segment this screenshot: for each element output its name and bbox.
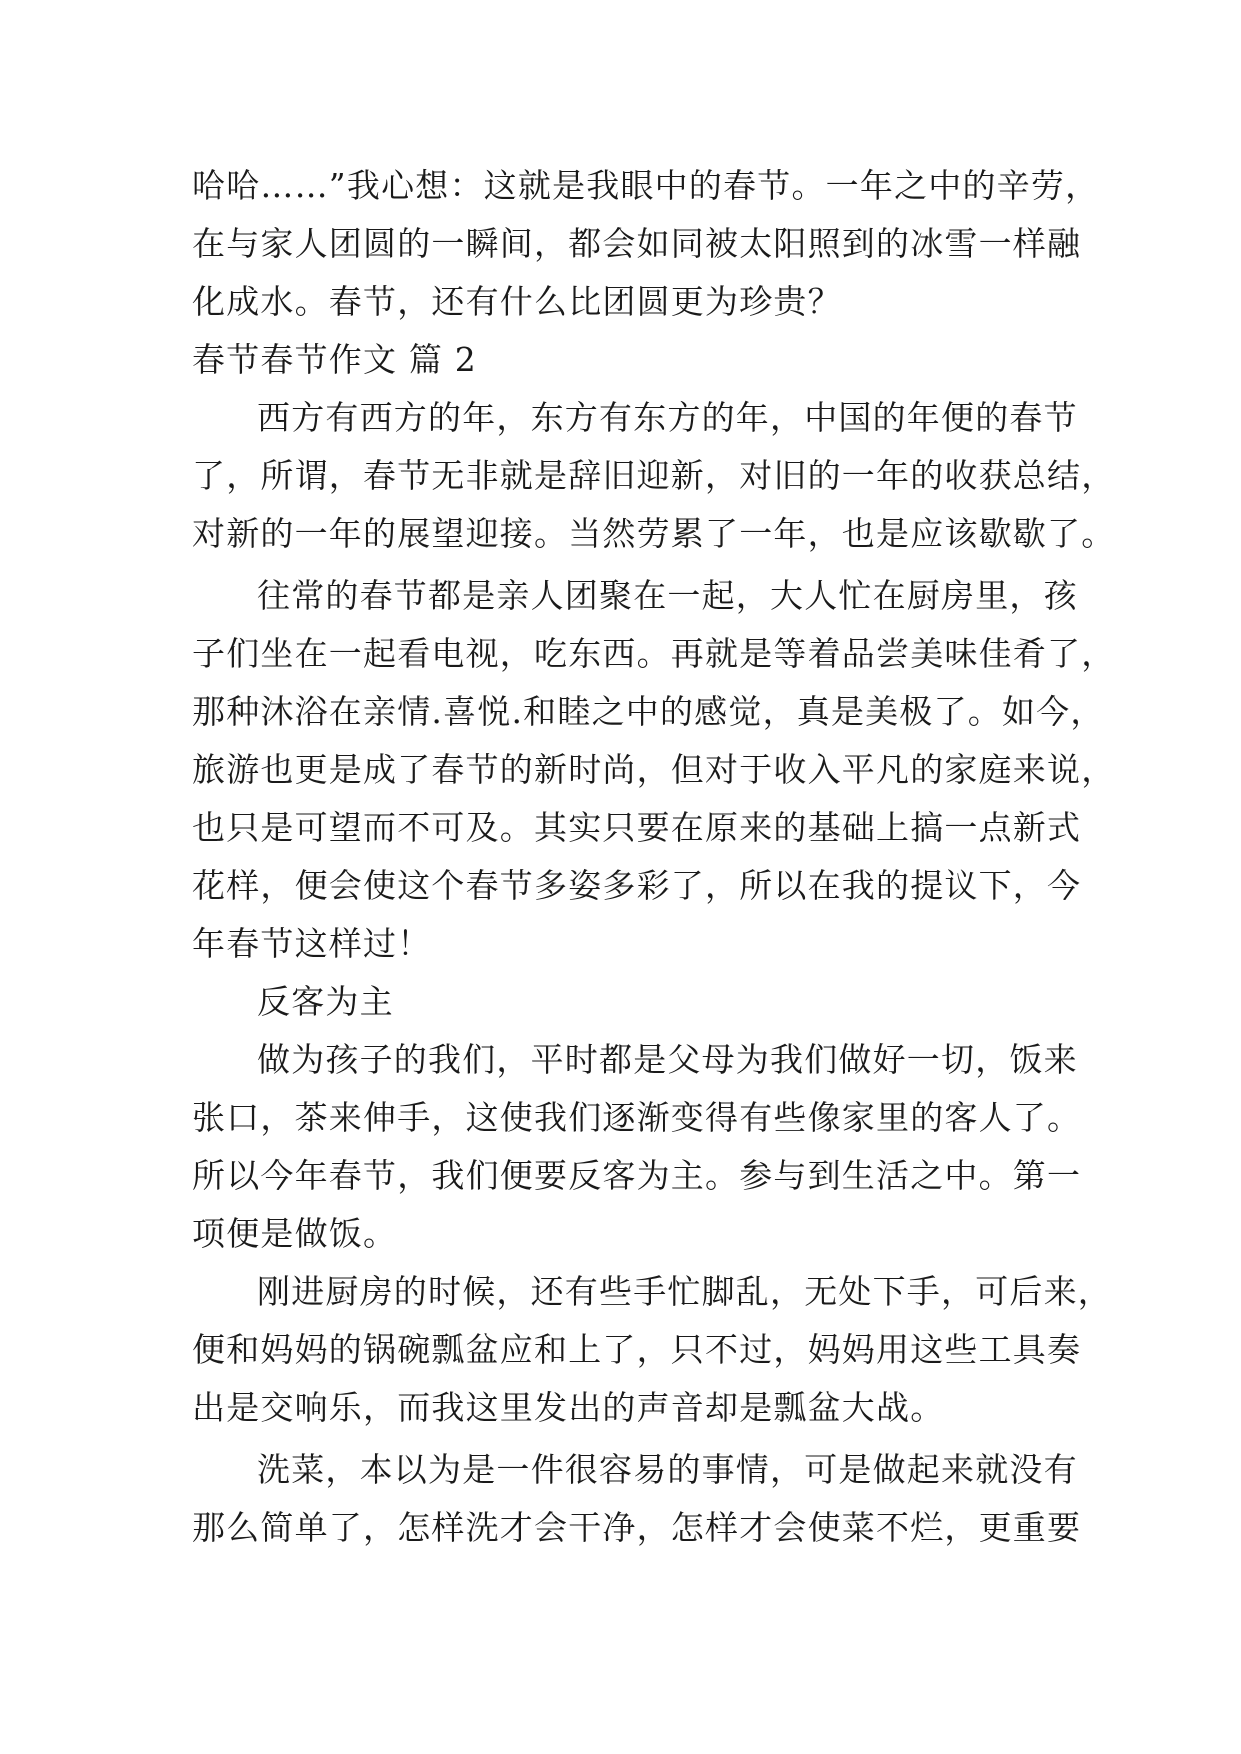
text-line: 子们坐在一起看电视，吃东西。再就是等着品尝美味佳肴了， (192, 634, 1116, 673)
text-line: 了，所谓，春节无非就是辞旧迎新，对旧的一年的收获总结， (192, 456, 1116, 495)
text-line: 哈哈……”我心想：这就是我眼中的春节。一年之中的辛劳， (192, 166, 1100, 205)
text-line: 做为孩子的我们，平时都是父母为我们做好一切，饭来 (257, 1040, 1078, 1079)
text-line: 旅游也更是成了春节的新时尚，但对于收入平凡的家庭来说， (192, 750, 1116, 789)
text-line: 洗菜，本以为是一件很容易的事情，可是做起来就没有 (257, 1450, 1078, 1489)
text-line: 所以今年春节，我们便要反客为主。参与到生活之中。第一 (192, 1156, 1082, 1195)
text-line: 张口，茶来伸手，这使我们逐渐变得有些像家里的客人了。 (192, 1098, 1082, 1137)
text-line: 出是交响乐，而我这里发出的声音却是瓢盆大战。 (192, 1388, 945, 1427)
text-line: 便和妈妈的锅碗瓢盆应和上了，只不过，妈妈用这些工具奏 (192, 1330, 1082, 1369)
text-line: 往常的春节都是亲人团聚在一起，大人忙在厨房里，孩 (257, 576, 1078, 615)
text-line: 在与家人团圆的一瞬间，都会如同被太阳照到的冰雪一样融 (192, 224, 1082, 263)
text-line: 也只是可望而不可及。其实只要在原来的基础上搞一点新式 (192, 808, 1082, 847)
text-line: 那么简单了，怎样洗才会干净，怎样才会使菜不烂，更重要 (192, 1508, 1082, 1547)
text-line: 刚进厨房的时候，还有些手忙脚乱，无处下手，可后来， (257, 1272, 1112, 1311)
subheading: 反客为主 (257, 982, 394, 1021)
text-line: 那种沐浴在亲情.喜悦.和睦之中的感觉，真是美极了。如今， (192, 692, 1105, 731)
text-line: 花样，便会使这个春节多姿多彩了，所以在我的提议下，今 (192, 866, 1082, 905)
text-line: 项便是做饭。 (192, 1214, 398, 1253)
text-line: 西方有西方的年，东方有东方的年，中国的年便的春节 (257, 398, 1078, 437)
text-line: 化成水。春节，还有什么比团圆更为珍贵？ (192, 282, 842, 321)
section-heading: 春节春节作文 篇 2 (192, 340, 477, 379)
text-line: 年春节这样过！ (192, 924, 432, 963)
text-line: 对新的一年的展望迎接。当然劳累了一年，也是应该歇歇了。 (192, 514, 1116, 553)
